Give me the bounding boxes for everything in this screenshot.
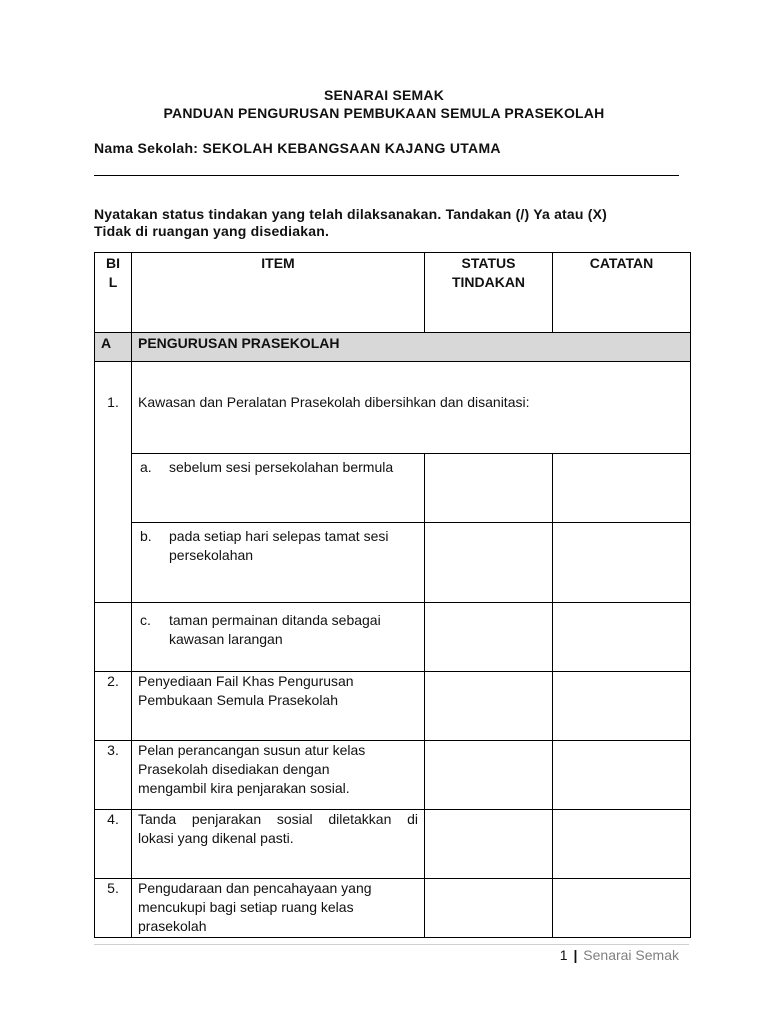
table-row	[95, 741, 691, 810]
checklist-table	[94, 252, 691, 938]
table-row	[95, 672, 691, 741]
table-row	[95, 454, 691, 523]
row-number: 3.	[95, 741, 132, 810]
status-cell[interactable]	[425, 603, 553, 672]
table-row	[95, 810, 691, 879]
item-text: Pengudaraan dan pencahayaan yang mencukupi bagi setiap ruang kelas prasekolah	[132, 879, 425, 938]
instruction-line-1: Nyatakan status tindakan yang telah dilaksanakan. Tandakan (/) Ya atau (X)	[94, 206, 608, 222]
school-name: Nama Sekolah: SEKOLAH KEBANGSAAN KAJANG UTAMA	[94, 140, 501, 156]
status-cell[interactable]	[425, 672, 553, 741]
table-row	[95, 362, 691, 454]
row-number	[95, 523, 132, 603]
section-title: PENGURUSAN PRASEKOLAH	[132, 333, 691, 362]
item-text: Kawasan dan Peralatan Prasekolah dibersihkan dan disanitasi:	[132, 362, 691, 454]
item-text: c. taman permainan ditanda sebagai kawasan larangan	[132, 603, 425, 672]
header-bil: BI L	[95, 253, 132, 333]
section-row	[95, 333, 691, 362]
status-cell[interactable]	[425, 523, 553, 603]
instructions	[94, 206, 694, 240]
header-item: ITEM	[132, 253, 425, 333]
footer-title: Senarai Semak	[583, 947, 679, 963]
instruction-line-2: Tidak di ruangan yang disediakan.	[94, 223, 330, 239]
row-number	[95, 603, 132, 672]
status-cell[interactable]	[425, 879, 553, 938]
status-cell[interactable]	[425, 741, 553, 810]
catatan-cell[interactable]	[553, 879, 691, 938]
catatan-cell[interactable]	[553, 454, 691, 523]
row-number: 1.	[95, 362, 132, 454]
document-title: SENARAI SEMAK	[323, 87, 445, 103]
footer-separator: |	[573, 947, 578, 963]
item-text: b. pada setiap hari selepas tamat sesi persekolahan	[132, 523, 425, 603]
row-number	[95, 454, 132, 523]
item-text: a. sebelum sesi persekolahan bermula	[132, 454, 425, 523]
status-cell[interactable]	[425, 810, 553, 879]
catatan-cell[interactable]	[553, 810, 691, 879]
section-code: A	[95, 333, 132, 362]
table-row	[95, 879, 691, 938]
table-row	[95, 523, 691, 603]
catatan-cell[interactable]	[553, 741, 691, 810]
table-header-row	[95, 253, 691, 333]
header-catatan: CATATAN	[553, 253, 691, 333]
catatan-cell[interactable]	[553, 523, 691, 603]
table-row	[95, 603, 691, 672]
document-subtitle: PANDUAN PENGURUSAN PEMBUKAAN SEMULA PRASEKOLAH	[163, 105, 605, 121]
horizontal-rule	[94, 175, 679, 176]
catatan-cell[interactable]	[553, 672, 691, 741]
item-text: Pelan perancangan susun atur kelas Prasekolah disediakan dengan mengambil kira penjarakan sosial.	[132, 741, 425, 810]
footer-divider	[94, 944, 689, 945]
row-number: 2.	[95, 672, 132, 741]
catatan-cell[interactable]	[553, 603, 691, 672]
row-number: 4.	[95, 810, 132, 879]
status-cell[interactable]	[425, 454, 553, 523]
page-number: 1	[559, 947, 568, 963]
item-text: Tanda penjarakan sosial diletakkan di lokasi yang dikenal pasti.	[132, 810, 425, 879]
page-footer	[560, 947, 679, 963]
item-text: Penyediaan Fail Khas Pengurusan Pembukaan Semula Prasekolah	[132, 672, 425, 741]
header-status: STATUS TINDAKAN	[425, 253, 553, 333]
row-number: 5.	[95, 879, 132, 938]
